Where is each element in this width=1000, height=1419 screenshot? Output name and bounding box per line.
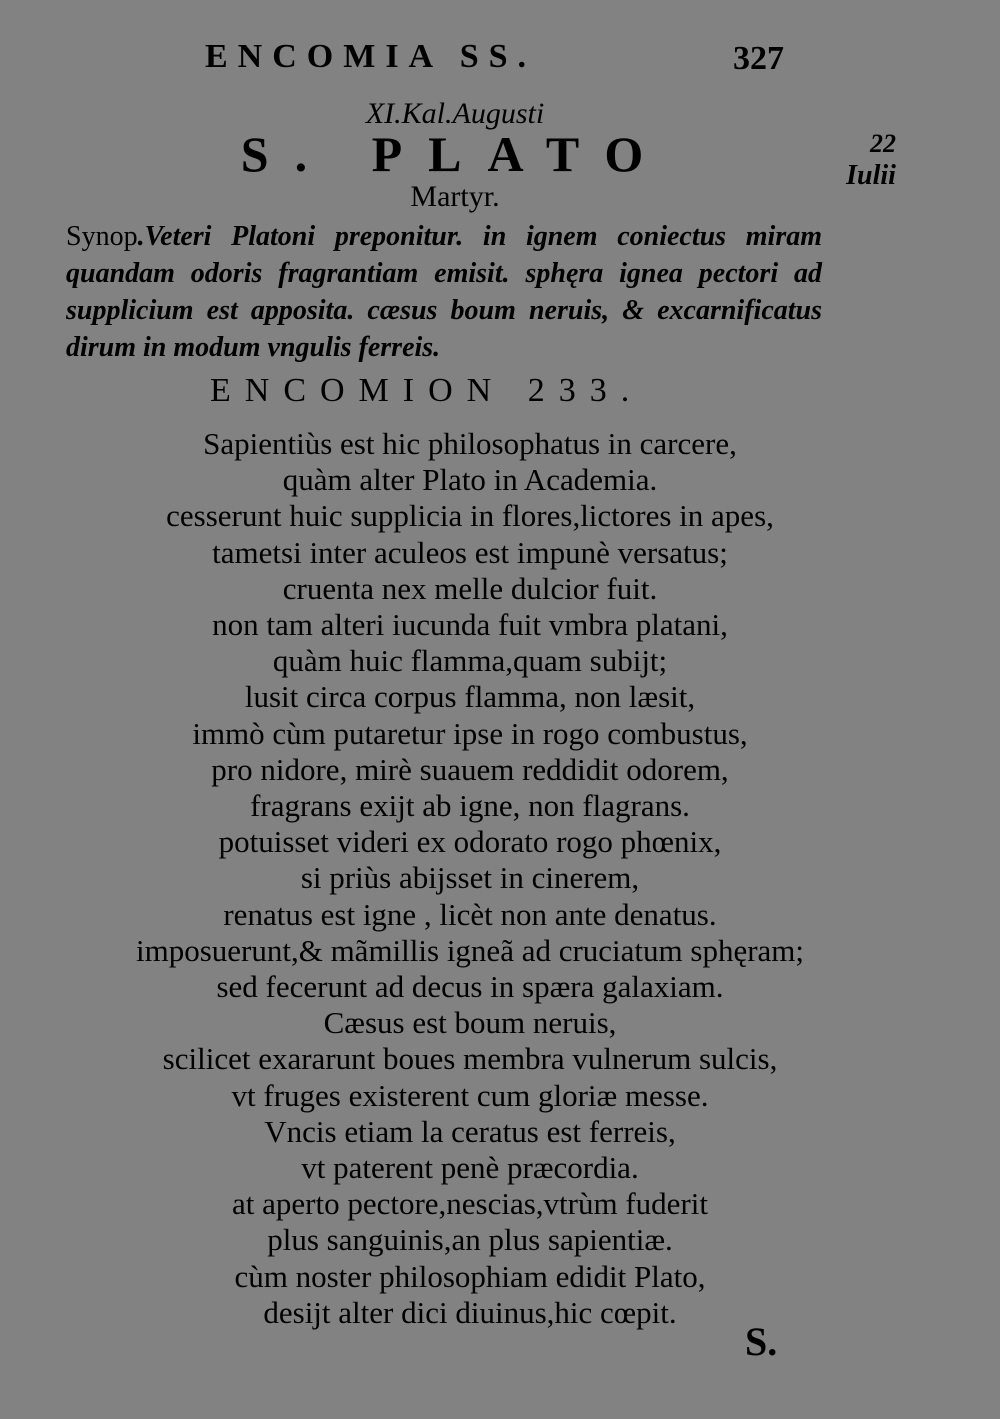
poem-verse-line: renatus est igne , licèt non ante denatus. [223, 896, 717, 932]
poem-verse-line: quàm huic flamma,quam subijt; [272, 643, 668, 679]
poem-verse-line: non tam alteri iucunda fuit vmbra platani, [212, 607, 728, 643]
synopsis-text: .Veteri Platoni preponitur. in ignem coniectus miram quandam odoris fragrantiam emisit. sphęra ignea pectori ad supplicium est apposita. cæsus boum neruis, & excarnificatus dirum in modum vngulis ferreis. [66, 221, 822, 363]
encomion-poem [60, 426, 880, 1331]
margin-date-day: 22 [870, 129, 896, 158]
synopsis-paragraph [66, 218, 822, 366]
poem-verse-line: cesserunt huic supplicia in flores,lictores in apes, [166, 498, 774, 534]
catchword: S. [745, 1319, 778, 1364]
poem-verse-line: Cæsus est boum neruis, [323, 1005, 617, 1041]
poem-verse-line: imposuerunt,& mãmillis igneã ad cruciatum sphęram; [135, 932, 805, 968]
poem-verse-line: Sapientiùs est hic philosophatus in carcere, [203, 426, 737, 461]
poem-verse-line: tametsi inter aculeos est impunè versatus; [212, 534, 728, 570]
page-number: 327 [733, 40, 784, 77]
saint-title: Martyr. [410, 180, 500, 213]
running-head: ENCOMIA SS. [205, 38, 537, 75]
synopsis-label: Synop [66, 221, 138, 252]
poem-verse-line: vt paterent penè præcordia. [301, 1150, 639, 1186]
poem-verse-line: fragrans exijt ab igne, non flagrans. [250, 788, 690, 824]
poem-verse-line: desijt alter dici diuinus,hic cœpit. [263, 1294, 677, 1330]
poem-verse-line: vt fruges existerent cum gloriæ messe. [231, 1077, 709, 1113]
poem-verse-line: sed fecerunt ad decus in spæra galaxiam. [216, 969, 724, 1005]
poem-verse-line: potuisset videri ex odorato rogo phœnix, [218, 824, 722, 860]
poem-verse-line: si priùs abijsset in cinerem, [300, 860, 640, 896]
poem-verse-line: Vncis etiam la ceratus est ferreis, [264, 1113, 676, 1149]
encomion-heading: ENCOMION 233. [210, 372, 644, 409]
saint-name-heading: S. PLATO [240, 126, 670, 182]
poem-verse-line: at aperto pectore,nescias,vtrùm fuderit [232, 1186, 708, 1222]
poem-verse-line: cruenta nex melle dulcior fuit. [282, 570, 658, 606]
poem-verse-line: scilicet exararunt boues membra vulnerum sulcis, [162, 1041, 778, 1077]
feast-date-line: XI.Kal.Augusti [365, 97, 545, 130]
poem-verse-line: pro nidore, mirè suauem reddidit odorem, [211, 751, 729, 787]
poem-verse-line: immò cùm putaretur ipse in rogo combustus, [192, 715, 748, 751]
poem-verse-line: plus sanguinis,an plus sapientiæ. [267, 1222, 673, 1258]
poem-verse-line: quàm alter Plato in Academia. [282, 462, 658, 498]
poem-verse-line: cùm noster philosophiam edidit Plato, [234, 1258, 706, 1294]
poem-verse-line: lusit circa corpus flamma, non læsit, [244, 679, 696, 715]
margin-date-note [836, 128, 906, 192]
margin-date-month: Iulii [846, 160, 896, 191]
